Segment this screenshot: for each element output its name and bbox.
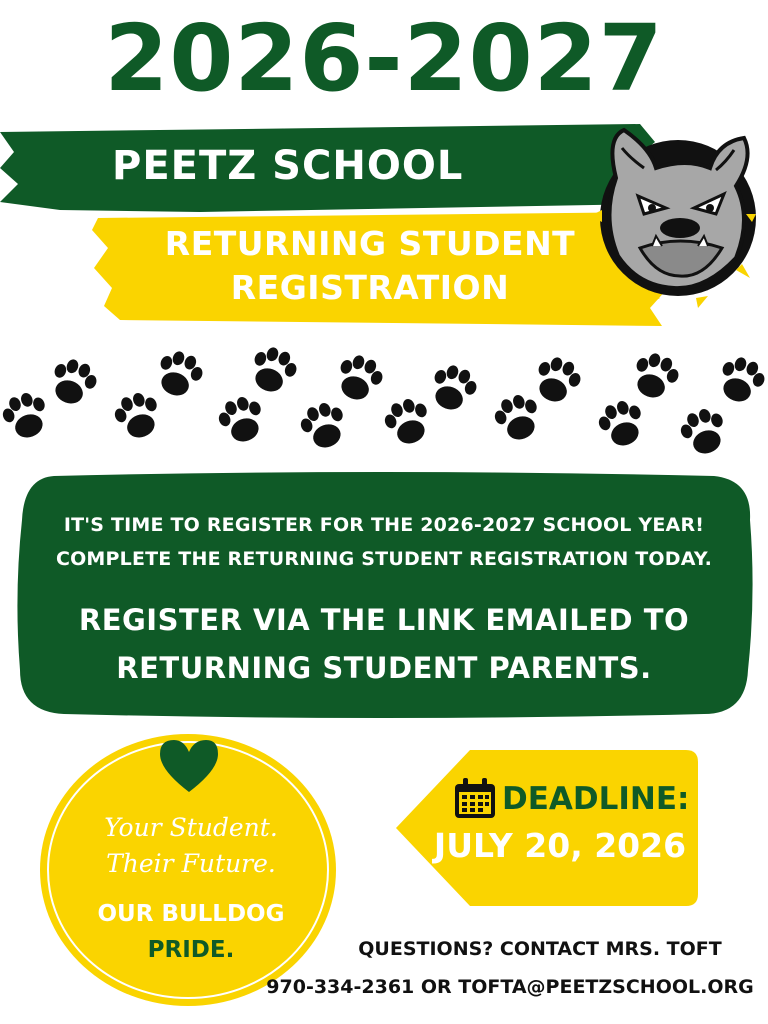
message-line-2: COMPLETE THE RETURNING STUDENT REGISTRATION TODAY. bbox=[55, 548, 713, 570]
paw-print-icon bbox=[380, 394, 436, 450]
contact-line-2: 970-334-2361 OR TOFTA@PEETZSCHOOL.ORG bbox=[266, 976, 754, 998]
message-intro bbox=[20, 508, 748, 576]
bulldog-mascot-icon bbox=[586, 118, 756, 308]
paw-print-icon bbox=[676, 404, 732, 460]
paw-print-icon bbox=[0, 388, 54, 444]
message-line-4: RETURNING STUDENT PARENTS. bbox=[116, 651, 652, 685]
message-line-3: REGISTER VIA THE LINK EMAILED TO bbox=[78, 603, 690, 637]
message-instructions bbox=[20, 596, 748, 692]
tagline-bold bbox=[66, 896, 316, 968]
heart-icon bbox=[154, 736, 224, 796]
tagline-script bbox=[66, 810, 316, 882]
school-name: PEETZ SCHOOL bbox=[112, 143, 464, 189]
registration-title bbox=[110, 222, 630, 310]
tagline-line-2: Their Future. bbox=[106, 849, 276, 878]
year-heading: 2026-2027 bbox=[104, 5, 664, 112]
paw-print-icon bbox=[714, 352, 768, 408]
tagline-line-3: OUR BULLDOG bbox=[97, 901, 285, 927]
registration-title-line1: RETURNING STUDENT bbox=[164, 224, 576, 263]
registration-title-line2: REGISTRATION bbox=[230, 268, 510, 307]
paw-print-icon bbox=[628, 348, 684, 404]
contact-line-1: QUESTIONS? CONTACT MRS. TOFT bbox=[358, 938, 722, 960]
paw-print-icon bbox=[152, 346, 208, 402]
paw-print-icon bbox=[214, 392, 270, 448]
paw-print-icon bbox=[426, 360, 482, 416]
paw-print-trail bbox=[0, 340, 768, 470]
paw-print-icon bbox=[46, 354, 102, 410]
paw-print-icon bbox=[594, 396, 650, 452]
paw-print-icon bbox=[246, 342, 302, 398]
paw-print-icon bbox=[490, 390, 546, 446]
paw-print-icon bbox=[332, 350, 388, 406]
calendar-icon bbox=[452, 776, 498, 822]
paw-print-icon bbox=[296, 398, 352, 454]
tagline-line-4: PRIDE. bbox=[147, 937, 235, 963]
deadline-label: DEADLINE: bbox=[502, 781, 690, 817]
paw-print-icon bbox=[530, 352, 586, 408]
paw-print-icon bbox=[110, 388, 166, 444]
message-line-1: IT'S TIME TO REGISTER FOR THE 2026-2027 SCHOOL YEAR! bbox=[63, 514, 705, 536]
deadline-date: JULY 20, 2026 bbox=[433, 826, 687, 865]
tagline-line-1: Your Student. bbox=[104, 813, 278, 842]
